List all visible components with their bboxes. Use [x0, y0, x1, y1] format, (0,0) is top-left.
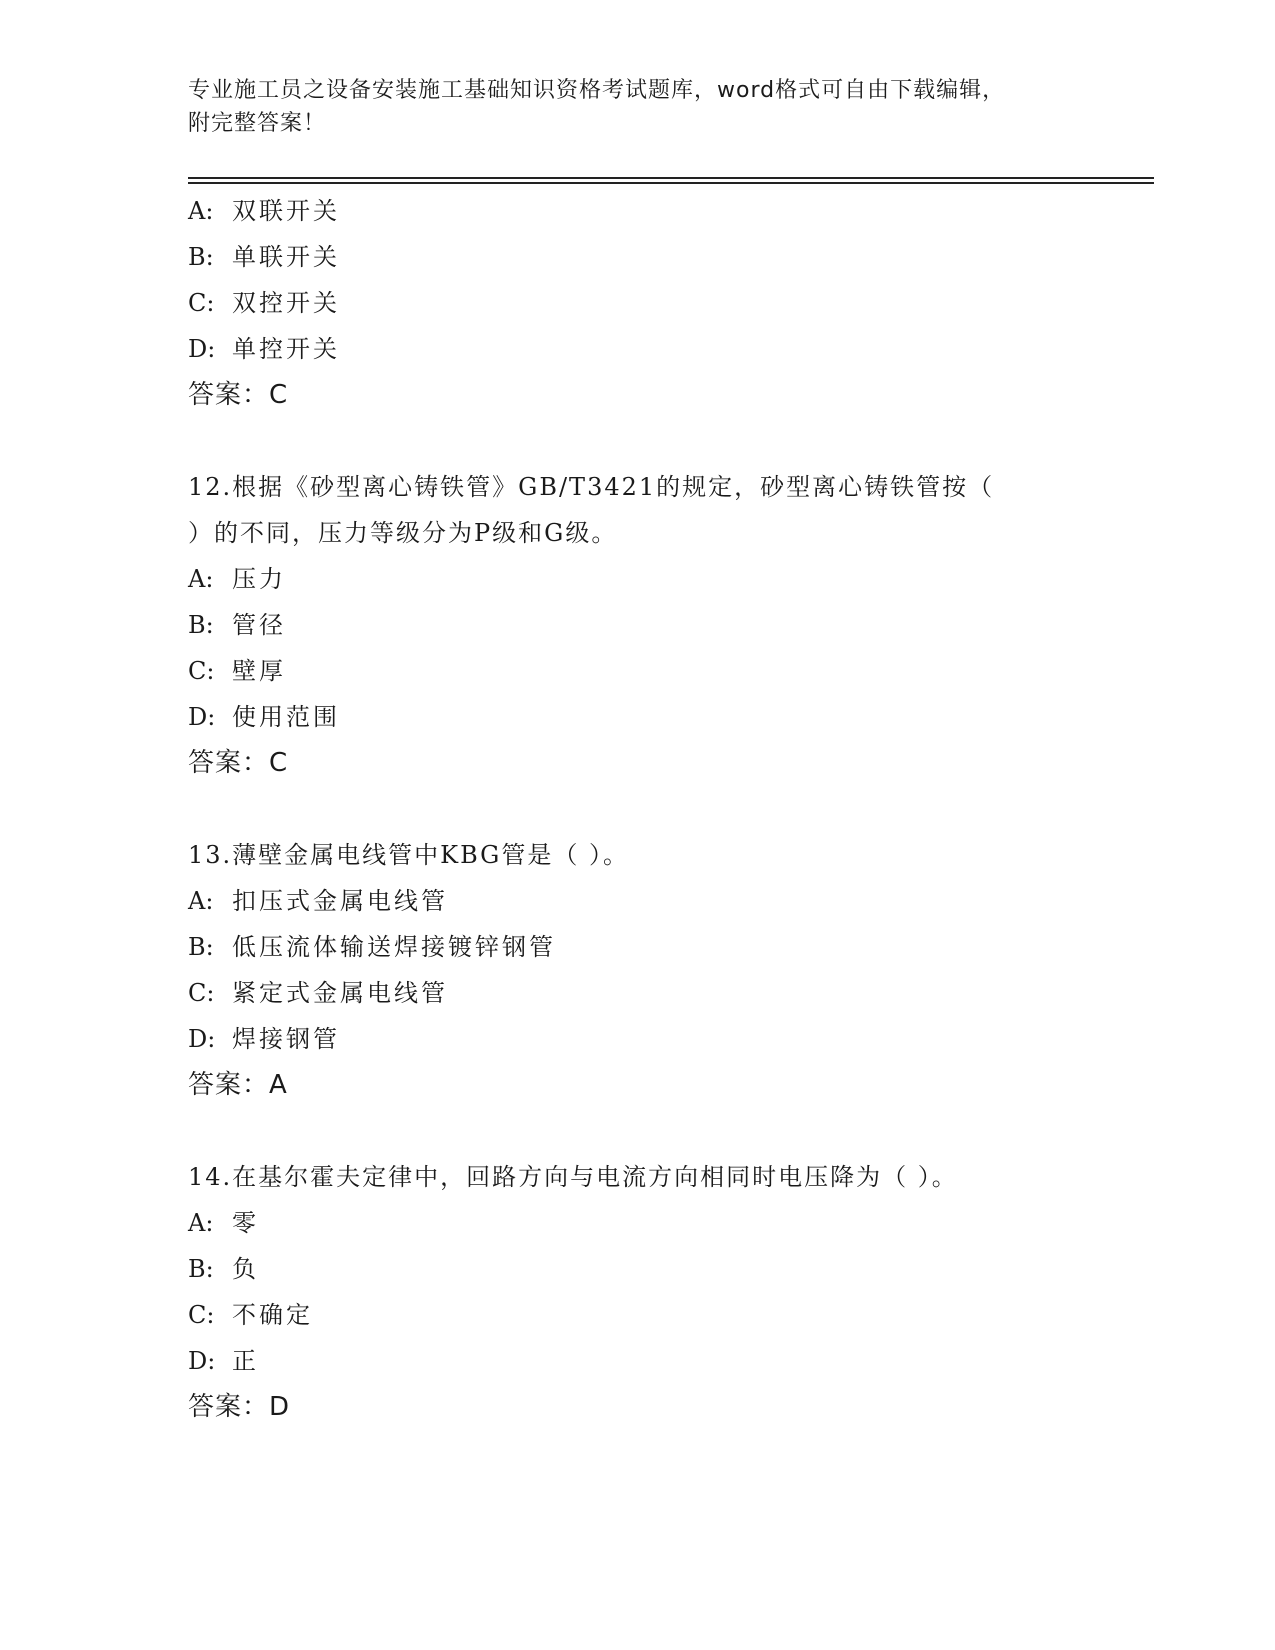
answer-option	[188, 648, 1148, 694]
option-letter: A:	[188, 197, 214, 225]
option-text: 压力	[232, 565, 286, 593]
question-stem-line: 12.根据《砂型离心铸铁管》GB/T3421的规定，砂型离心铸铁管按（	[188, 473, 995, 501]
answer-key: 答案：A	[188, 1070, 288, 1100]
option-letter: B:	[188, 611, 214, 639]
option-letter: C:	[188, 1301, 215, 1329]
option-letter: D:	[188, 703, 216, 731]
answer-option	[188, 326, 1148, 372]
question-stem-line: ）的不同，压力等级分为P级和G级。	[188, 519, 618, 547]
answer-key: 答案：D	[188, 1392, 291, 1422]
answer-option	[188, 280, 1148, 326]
question-list	[188, 188, 1148, 1430]
option-text: 使用范围	[232, 703, 340, 731]
option-letter: A:	[188, 887, 214, 915]
answer-option	[188, 970, 1148, 1016]
option-letter: D:	[188, 1025, 216, 1053]
block-spacer	[188, 786, 1148, 832]
question-stem	[188, 1154, 1148, 1200]
option-letter: B:	[188, 243, 214, 271]
option-letter: C:	[188, 289, 215, 317]
answer-option	[188, 1338, 1148, 1384]
option-letter: D:	[188, 335, 216, 363]
header-line-2: 附完整答案！	[188, 111, 327, 136]
option-text: 焊接钢管	[232, 1025, 340, 1053]
answer-option	[188, 1246, 1148, 1292]
option-text: 正	[232, 1347, 259, 1375]
answer-option	[188, 602, 1148, 648]
question-block	[188, 1108, 1148, 1430]
question-block	[188, 188, 1148, 418]
document-header	[188, 74, 1088, 140]
answer-key: 答案：C	[188, 748, 289, 778]
option-text: 壁厚	[232, 657, 286, 685]
answer-key: 答案：C	[188, 380, 289, 410]
question-block	[188, 786, 1148, 1108]
option-letter: D:	[188, 1347, 216, 1375]
question-block	[188, 418, 1148, 786]
option-text: 不确定	[232, 1301, 313, 1329]
option-text: 双控开关	[232, 289, 340, 317]
answer-option	[188, 878, 1148, 924]
answer-option	[188, 924, 1148, 970]
option-text: 紧定式金属电线管	[232, 979, 448, 1007]
answer-option	[188, 1292, 1148, 1338]
option-text: 零	[232, 1209, 259, 1237]
block-spacer	[188, 1108, 1148, 1154]
option-text: 负	[232, 1255, 259, 1283]
answer-option	[188, 1200, 1148, 1246]
answer-option	[188, 694, 1148, 740]
answer-option	[188, 556, 1148, 602]
option-text: 扣压式金属电线管	[232, 887, 448, 915]
block-spacer	[188, 418, 1148, 464]
option-letter: C:	[188, 657, 215, 685]
question-stem	[188, 832, 1148, 878]
option-text: 低压流体输送焊接镀锌钢管	[232, 933, 556, 961]
option-letter: A:	[188, 1209, 214, 1237]
answer-option	[188, 1016, 1148, 1062]
option-letter: B:	[188, 933, 214, 961]
option-text: 单联开关	[232, 243, 340, 271]
option-letter: C:	[188, 979, 215, 1007]
header-rule-top	[188, 177, 1154, 179]
question-stem-line: 14.在基尔霍夫定律中，回路方向与电流方向相同时电压降为（ ）。	[188, 1163, 958, 1191]
option-letter: A:	[188, 565, 214, 593]
option-letter: B:	[188, 1255, 214, 1283]
header-rule-bottom	[188, 182, 1154, 184]
question-stem-line: 13.薄壁金属电线管中KBG管是（ ）。	[188, 841, 629, 869]
option-text: 单控开关	[232, 335, 340, 363]
option-text: 管径	[232, 611, 286, 639]
answer-option	[188, 234, 1148, 280]
question-stem	[188, 464, 1148, 556]
option-text: 双联开关	[232, 197, 340, 225]
answer-option	[188, 188, 1148, 234]
header-line-1: 专业施工员之设备安装施工基础知识资格考试题库，word格式可自由下载编辑，	[188, 78, 1006, 103]
